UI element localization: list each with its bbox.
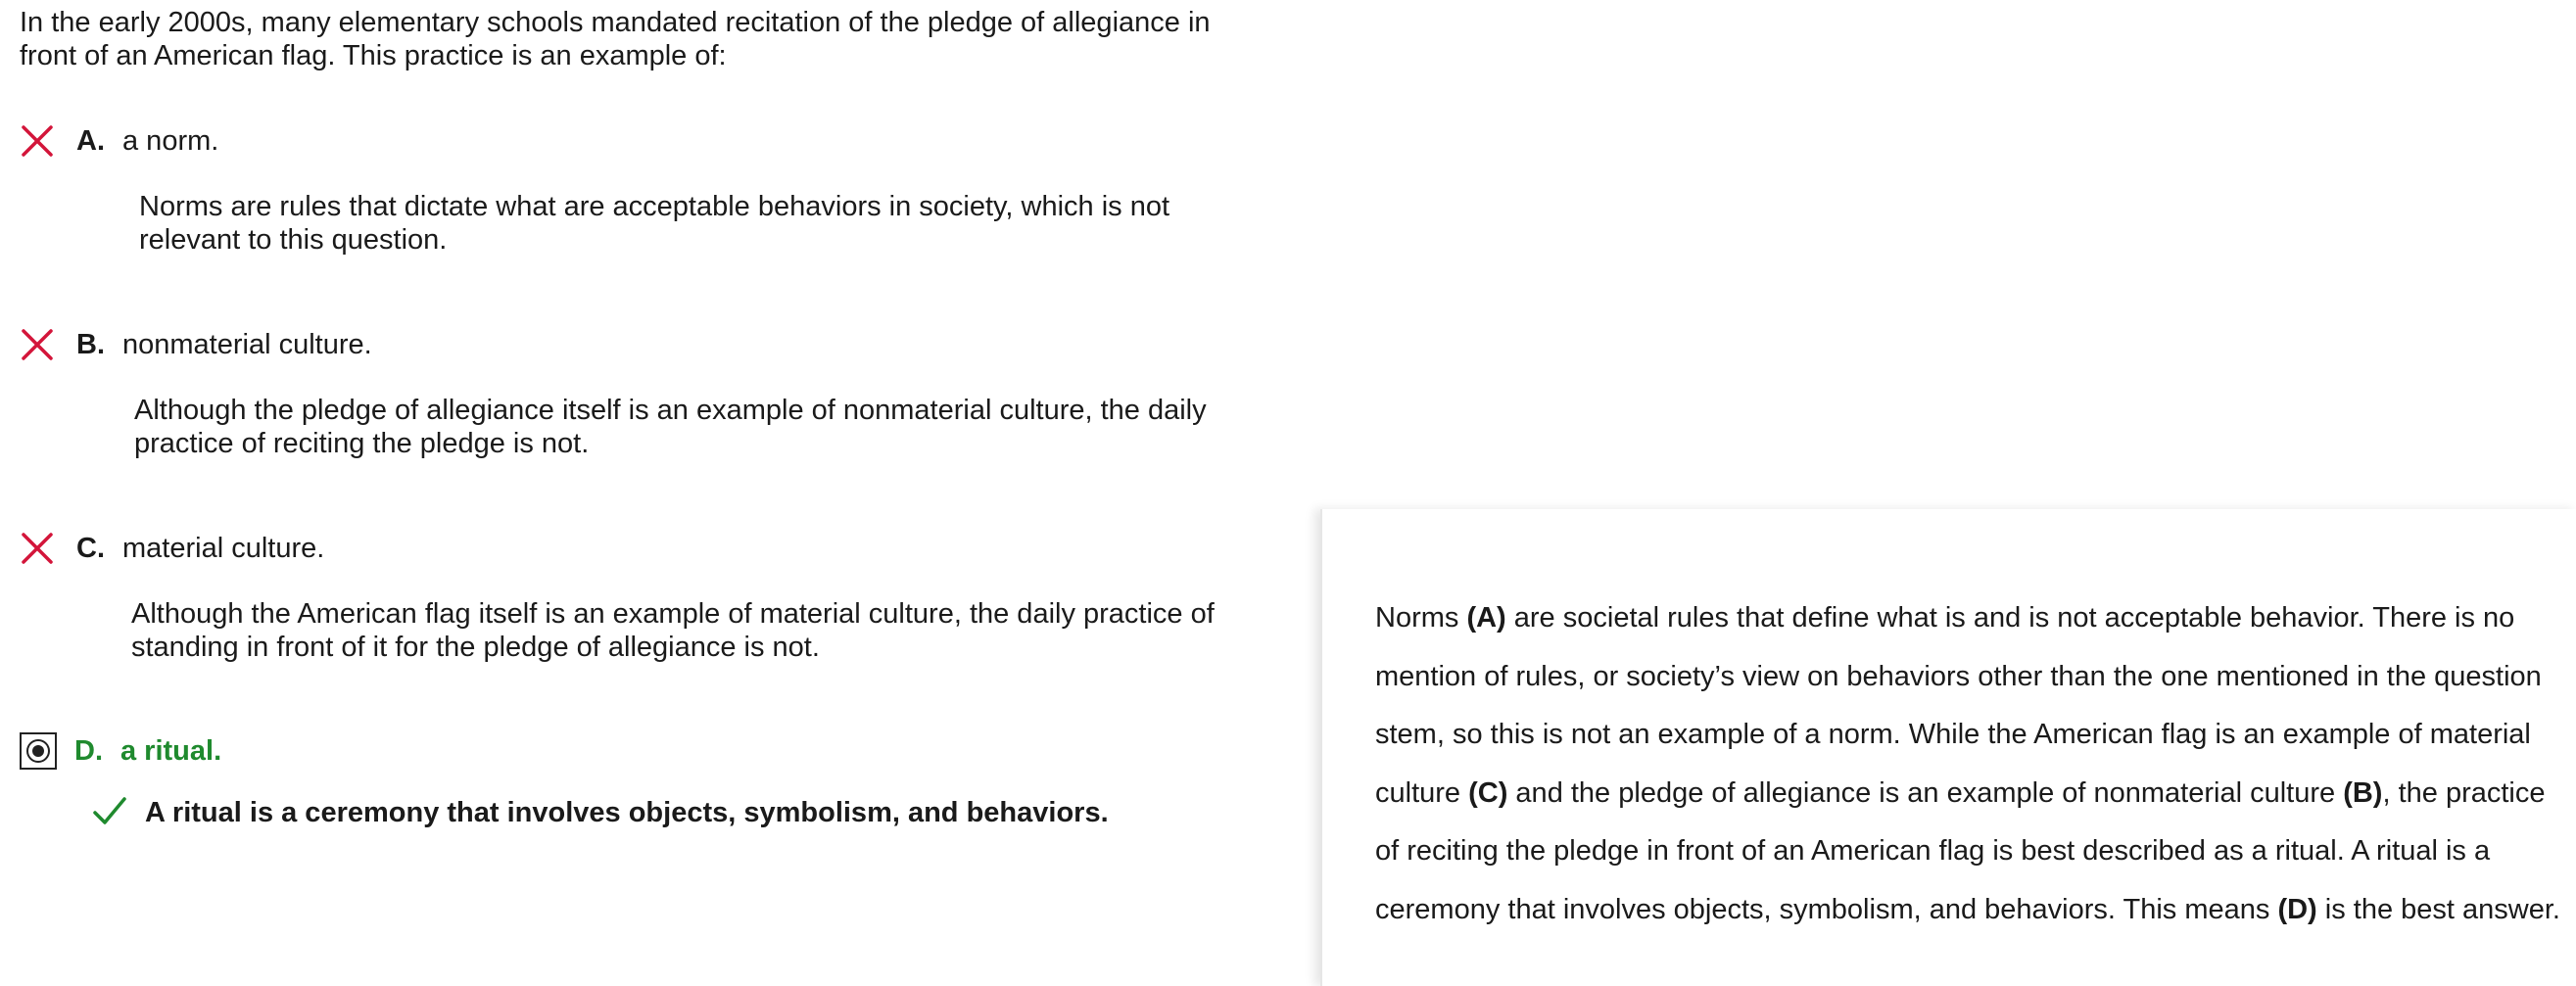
choice-letter: D.: [74, 734, 103, 767]
choice-letter: B.: [76, 328, 105, 360]
choice-text: nonmaterial culture.: [122, 328, 372, 360]
incorrect-x-icon: [20, 531, 55, 566]
choice-text: a ritual.: [120, 734, 222, 767]
question-stem: In the early 2000s, many elementary schools mandated recitation of the pledge of allegiance in front of an American flag. This practice is an example of:: [20, 7, 1211, 71]
incorrect-x-icon: [20, 123, 55, 159]
rationale-d: [92, 794, 1109, 832]
explanation-text: Norms (A) are societal rules that define what is and is not acceptable behavior. There is no mention of rules, or society’s view on behaviors other than the one mentioned in the question stem, so this is not an example of a norm. While the American flag is an example of material culture (C) and the pledge of allegiance is an example of nonmaterial culture (B), the practice of reciting the pledge in front of an American flag is best described as a ritual. A ritual is a ceremony that involves objects, symbolism, and behaviors. This means (D) is the best answer.: [1375, 602, 2560, 925]
rationale-a: Norms are rules that dictate what are acceptable behaviors in society, which is not relevant to this question.: [139, 191, 1170, 256]
choice-text: material culture.: [122, 532, 325, 564]
choice-a[interactable]: [20, 121, 218, 161]
radio-selected-icon[interactable]: [20, 732, 57, 770]
explanation-panel: [1320, 509, 2576, 986]
checkmark-icon: [92, 794, 127, 832]
choice-letter: C.: [76, 532, 105, 564]
choice-d[interactable]: [20, 731, 221, 771]
incorrect-x-icon: [20, 327, 55, 362]
correct-rationale-text: A ritual is a ceremony that involves objects, symbolism, and behaviors.: [145, 797, 1109, 828]
choice-b[interactable]: [20, 325, 372, 364]
choice-text: a norm.: [122, 124, 219, 157]
rationale-b: Although the pledge of allegiance itself is an example of nonmaterial culture, the daily practice of reciting the pledge is not.: [134, 395, 1207, 459]
rationale-c: Although the American flag itself is an example of material culture, the daily practice of standing in front of it for the pledge of allegiance is not.: [131, 598, 1215, 663]
choice-c[interactable]: [20, 529, 324, 568]
choice-letter: A.: [76, 124, 105, 157]
